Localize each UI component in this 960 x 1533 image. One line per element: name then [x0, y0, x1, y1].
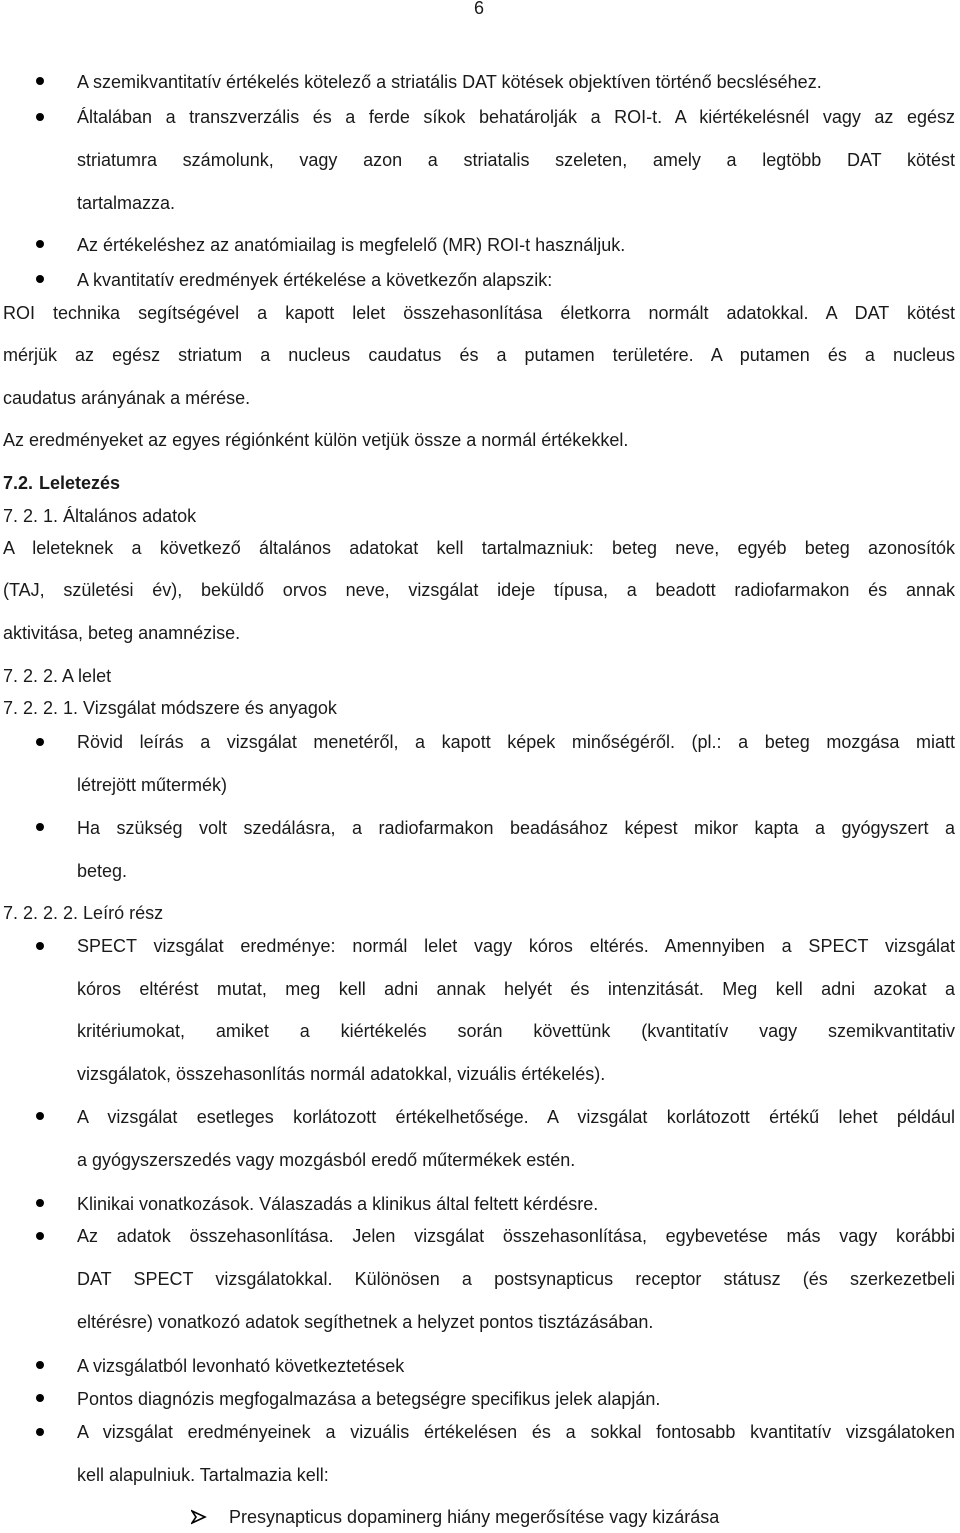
- paragraph-line: caudatus arányának a mérése.: [3, 388, 251, 408]
- sub-list-item: Presynapticus dopaminerg hiány megerősítése vagy kizárása: [229, 1507, 720, 1527]
- list-item: Ha szükség volt szedálásra, a radiofarmakon beadásához képest mikor kapta a gyógyszert a: [77, 818, 955, 838]
- subsection-heading: 7. 2. 2. 1. Vizsgálat módszere és anyagok: [3, 698, 337, 718]
- list-item: A vizsgálat eredményeinek a vizuális értékelésen és a sokkal fontosabb kvantitatív vizsgálatoken: [77, 1422, 955, 1442]
- bullet-icon: [36, 738, 44, 746]
- bullet-icon: [36, 1199, 44, 1207]
- list-item-continuation: létrejött műtermék): [77, 775, 228, 795]
- list-item-continuation: DAT SPECT vizsgálatokkal. Különösen a postsynapticus receptor státusz (és szerkezetbeli: [77, 1269, 955, 1289]
- list-item: Általában a transzverzális és a ferde síkok behatárolják a ROI-t. A kiértékelésnél vagy az egész: [77, 107, 955, 127]
- subsection-heading: 7. 2. 2. A lelet: [3, 666, 112, 686]
- bullet-icon: [36, 942, 44, 950]
- bullet-icon: [36, 1428, 44, 1436]
- list-item: SPECT vizsgálat eredménye: normál lelet vagy kóros eltérés. Amennyiben a SPECT vizsgálat: [77, 936, 955, 956]
- list-item: Klinikai vonatkozások. Válaszadás a klinikus által feltett kérdésre.: [77, 1194, 599, 1214]
- page-number: 6: [473, 0, 484, 18]
- list-item: Az adatok összehasonlítása. Jelen vizsgálat összehasonlítása, egybevetése más vagy korábbi: [77, 1226, 955, 1246]
- list-item-continuation: a gyógyszerszedés vagy mozgásból eredő műtermékek estén.: [77, 1150, 576, 1170]
- paragraph-line: Az eredményeket az egyes régiónként külön vetjük össze a normál értékekkel.: [3, 430, 629, 450]
- arrow-bullet-icon: [191, 1509, 207, 1525]
- bullet-icon: [36, 823, 44, 831]
- subsection-heading: 7. 2. 1. Általános adatok: [3, 506, 197, 526]
- list-item-continuation: kell alapulniuk. Tartalmazia kell:: [77, 1465, 329, 1485]
- list-item-continuation: striatumra számolunk, vagy azon a striatalis szeleten, amely a legtöbb DAT kötést: [77, 150, 955, 170]
- list-item: A vizsgálatból levonható következtetések: [77, 1356, 405, 1376]
- list-item: A vizsgálat esetleges korlátozott értékelhetősége. A vizsgálat korlátozott értékű lehet például: [77, 1107, 955, 1127]
- bullet-icon: [36, 275, 44, 283]
- bullet-icon: [36, 1394, 44, 1402]
- list-item-continuation: kritériumokat, amiket a kiértékelés során követtünk (kvantitatív vagy szemikvantitativ: [77, 1021, 955, 1041]
- list-item-continuation: eltérésre) vonatkozó adatok segíthetnek a helyzet pontos tisztázásában.: [77, 1312, 654, 1332]
- list-item: Az értékeléshez az anatómiailag is megfelelő (MR) ROI-t használjuk.: [77, 235, 626, 255]
- list-item-continuation: tartalmazza.: [77, 193, 176, 213]
- bullet-icon: [36, 113, 44, 121]
- list-item-continuation: vizsgálatok, összehasonlítás normál adatokkal, vizuális értékelés).: [77, 1064, 606, 1084]
- bullet-icon: [36, 1361, 44, 1369]
- list-item: Rövid leírás a vizsgálat menetéről, a kapott képek minőségéről. (pl.: a beteg mozgása miatt: [77, 732, 955, 752]
- paragraph-line: mérjük az egész striatum a nucleus caudatus és a putamen területére. A putamen és a nucleus: [3, 345, 955, 365]
- paragraph-line: ROI technika segítségével a kapott lelet összehasonlítása életkorra normált adatokkal. A DAT kötést: [3, 303, 955, 323]
- section-number: 7.2.: [3, 473, 34, 493]
- bullet-icon: [36, 240, 44, 248]
- list-item-continuation: kóros eltérést mutat, meg kell adni annak helyét és intenzitását. Meg kell adni azokat a: [77, 979, 955, 999]
- subsection-heading: 7. 2. 2. 2. Leíró rész: [3, 903, 164, 923]
- list-item: A szemikvantitatív értékelés kötelező a striatális DAT kötések objektíven történő becsléséhez.: [77, 72, 822, 92]
- section-heading: Leletezés: [39, 473, 121, 493]
- list-item: A kvantitatív eredmények értékelése a következőn alapszik:: [77, 270, 553, 290]
- bullet-icon: [36, 77, 44, 85]
- bullet-icon: [36, 1112, 44, 1120]
- list-item-continuation: beteg.: [77, 861, 128, 881]
- paragraph-line: A leleteknek a következő általános adatokat kell tartalmazniuk: beteg neve, egyéb beteg azonosítók: [3, 538, 955, 558]
- list-item: Pontos diagnózis megfogalmazása a betegségre specifikus jelek alapján.: [77, 1389, 661, 1409]
- paragraph-line: (TAJ, születési év), beküldő orvos neve, vizsgálat ideje típusa, a beadott radiofarmakon és annak: [3, 580, 955, 600]
- paragraph-line: aktivitása, beteg anamnézise.: [3, 623, 241, 643]
- bullet-icon: [36, 1232, 44, 1240]
